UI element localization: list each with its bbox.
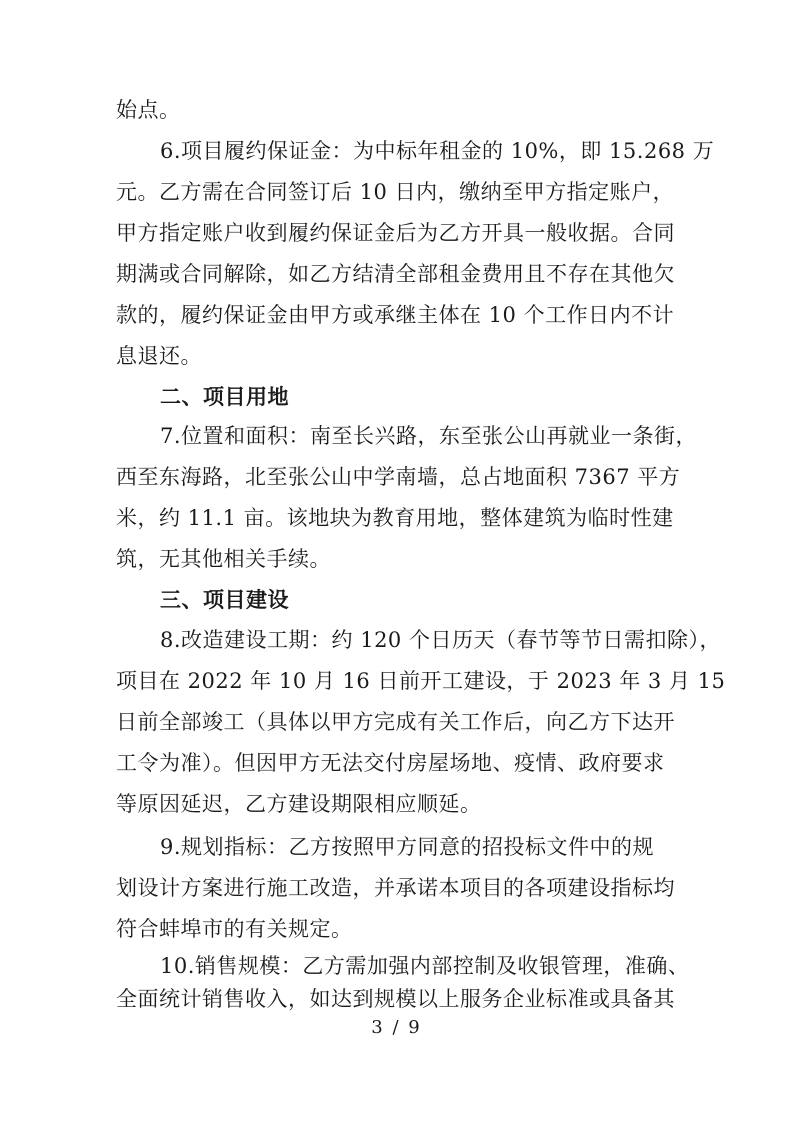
text-line-21: 符合蚌埠市的有关规定。 (116, 917, 353, 941)
text-line-1: 始点。 (116, 98, 181, 122)
text-line-5: 期满或合同解除，如乙方结清全部租金费用且不存在其他欠 (116, 262, 675, 286)
text-line-23: 全面统计销售收入，如达到规模以上服务企业标准或具备其 (116, 987, 675, 1011)
text-line-11: 米，约 11.1 亩。该地块为教育用地，整体建筑为临时性建 (116, 506, 674, 530)
text-line-4: 甲方指定账户收到履约保证金后为乙方开具一般收据。合同 (116, 221, 675, 245)
text-line-6: 款的，履约保证金由甲方或承继主体在 10 个工作日内不计 (116, 303, 675, 327)
section-heading-2: 二、项目用地 (160, 385, 289, 409)
text-line-15: 项目在 2022 年 10 月 16 日前开工建设，于 2023 年 3 月 15 (116, 669, 726, 693)
text-line-3: 元。乙方需在合同签订后 10 日内，缴纳至甲方指定账户， (116, 180, 675, 204)
text-line-9: 7.位置和面积：南至长兴路，东至张公山再就业一条街， (160, 424, 698, 448)
text-line-16: 日前全部竣工（具体以甲方完成有关工作后，向乙方下达开 (116, 710, 675, 734)
text-line-7: 息退还。 (116, 344, 202, 368)
text-line-20: 划设计方案进行施工改造，并承诺本项目的各项建设指标均 (116, 876, 675, 900)
text-line-12: 筑，无其他相关手续。 (116, 547, 331, 571)
text-line-17: 工令为准）。但因甲方无法交付房屋场地、疫情、政府要求 (116, 751, 665, 775)
text-line-22: 10.销售规模：乙方需加强内部控制及收银管理，准确、 (160, 954, 690, 978)
text-line-14: 8.改造建设工期：约 120 个日历天（春节等节日需扣除）， (160, 628, 721, 652)
text-line-19: 9.规划指标：乙方按照甲方同意的招投标文件中的规 (160, 835, 655, 859)
text-line-18: 等原因延迟，乙方建设期限相应顺延。 (116, 792, 482, 816)
text-line-2: 6.项目履约保证金：为中标年租金的 10%，即 15.268 万 (160, 139, 715, 163)
page-number: 3 / 9 (371, 1017, 422, 1038)
text-line-10: 西至东海路，北至张公山中学南墙，总占地面积 7367 平方 (116, 465, 681, 489)
section-heading-3: 三、项目建设 (160, 588, 289, 612)
